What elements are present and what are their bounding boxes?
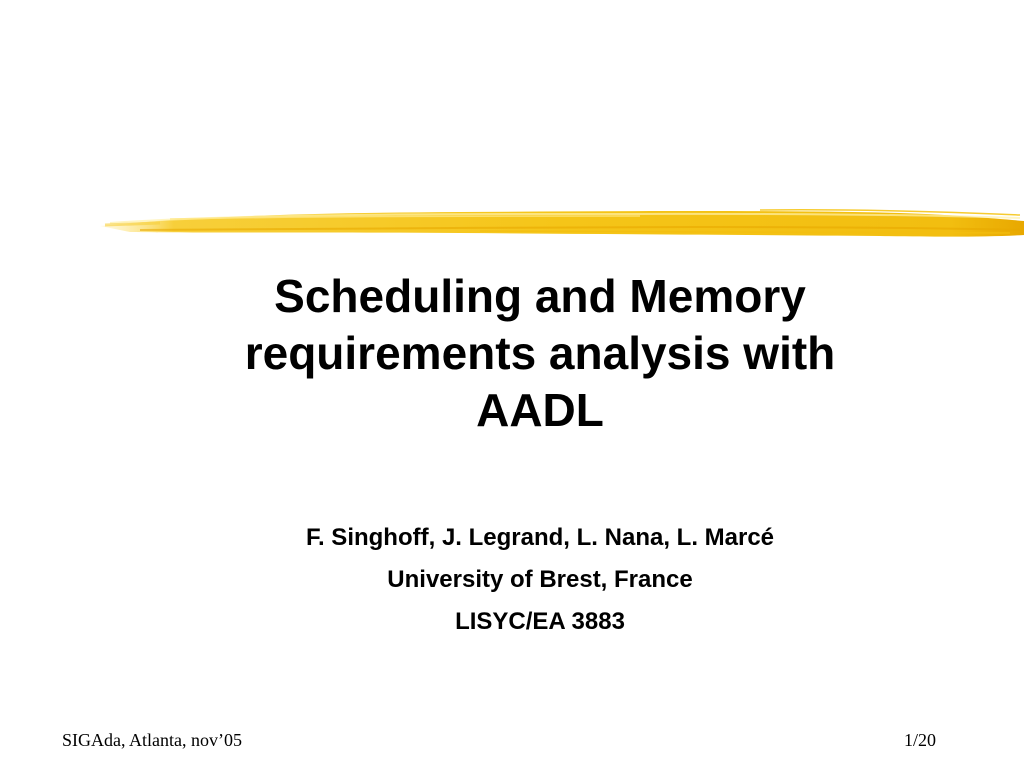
title-line: requirements analysis with: [244, 327, 836, 379]
authors: F. Singhoff, J. Legrand, L. Nana, L. Marcé: [305, 524, 775, 551]
title-line: AADL: [476, 384, 604, 436]
author-block: [180, 517, 900, 643]
lab: LISYC/EA 3883: [455, 608, 625, 635]
title-line: Scheduling and Memory: [274, 270, 806, 322]
slide-title: [180, 268, 900, 439]
footer-event: SIGAda, Atlanta, nov’05: [62, 730, 242, 750]
yellow-brush-stroke: [0, 195, 1024, 255]
university: University of Brest, France: [387, 566, 693, 593]
page-number: 1/20: [903, 730, 936, 750]
